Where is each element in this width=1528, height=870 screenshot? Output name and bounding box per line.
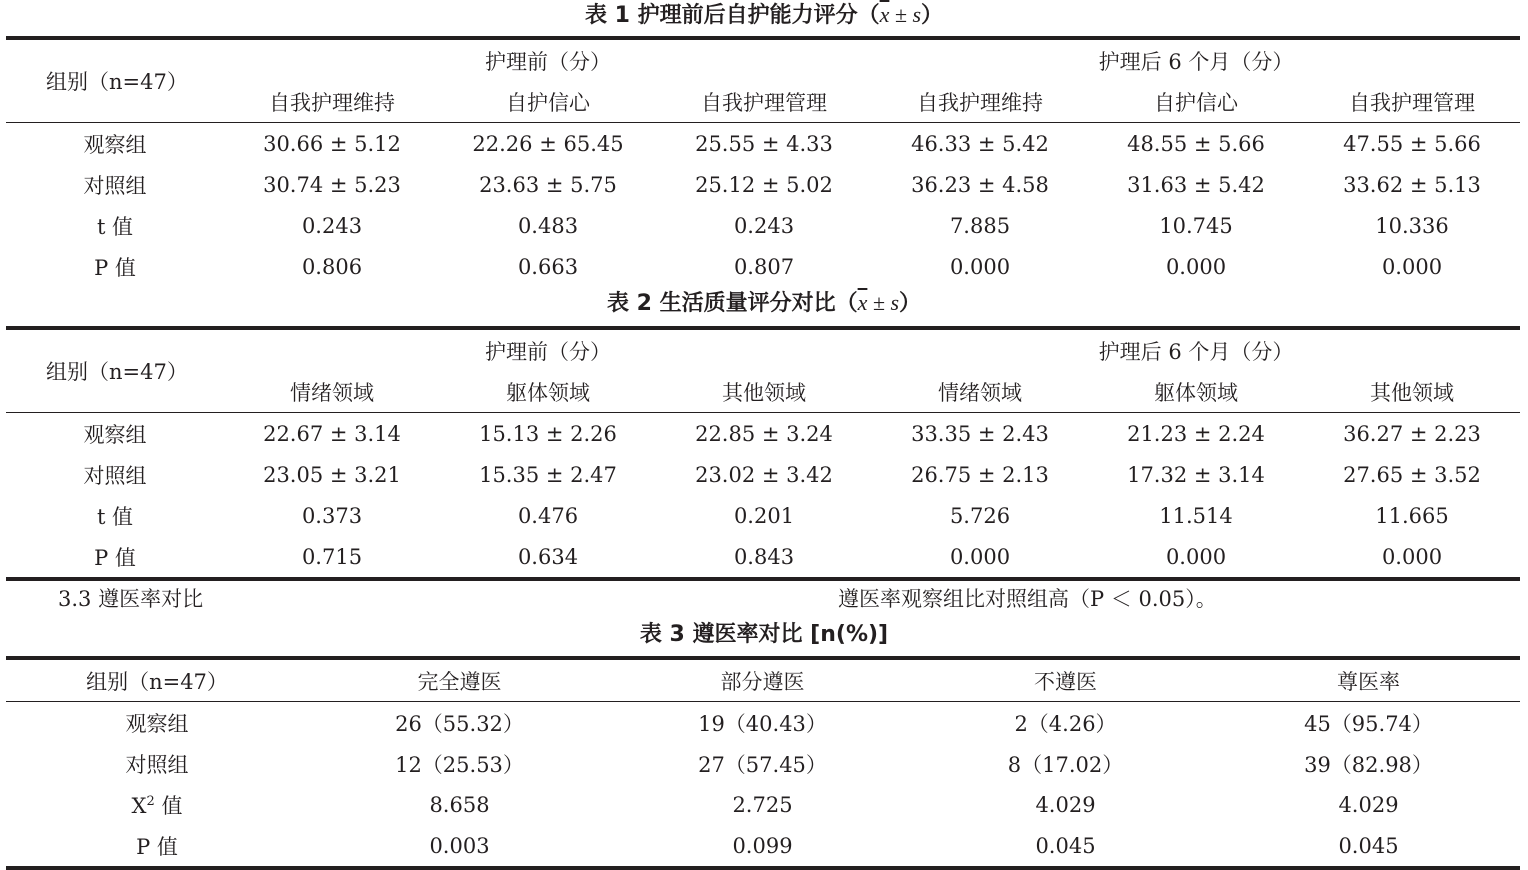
cell: 22.85 ± 3.24: [695, 421, 833, 446]
table1: [6, 36, 1520, 287]
table1-caption: [0, 0, 1528, 31]
cell: 23.02 ± 3.42: [695, 462, 833, 487]
chi-square-suffix: 值: [154, 793, 183, 818]
cell: 0.715: [224, 536, 440, 579]
cell: 19（40.43）: [698, 711, 827, 736]
cell: 25.12 ± 5.02: [695, 172, 833, 197]
table3-caption: 表 3 遵医率对比 [n(%)]: [639, 622, 889, 647]
cell: 0.000: [1165, 254, 1227, 279]
cell: 0.373: [301, 503, 363, 528]
table2-header-row-2: [6, 371, 1520, 413]
cell: 22.67 ± 3.14: [263, 421, 401, 446]
chi-square-label: X: [131, 793, 147, 818]
cell: 48.55 ± 5.66: [1127, 131, 1265, 156]
cell: 27（57.45）: [698, 752, 827, 777]
cell: 0.843: [656, 536, 872, 579]
cell: 33.35 ± 2.43: [911, 421, 1049, 446]
table2-caption: [0, 288, 1528, 319]
cell: 46.33 ± 5.42: [911, 131, 1049, 156]
cell: 0.000: [1304, 536, 1520, 579]
table2-caption-end: ）: [899, 291, 922, 316]
cell: 15.13 ± 2.26: [479, 421, 617, 446]
mean-sd-symbol: $\overline{x} \pm s$: [857, 290, 900, 315]
cell: 2（4.26）: [1014, 711, 1117, 736]
cell: 36.27 ± 2.23: [1343, 421, 1481, 446]
table-row: [6, 123, 1520, 165]
table1-subheader: 自我护理管理: [656, 81, 872, 123]
table1-subheader: 自我护理维持: [872, 81, 1088, 123]
table-row: [6, 536, 1520, 579]
cell: 39（82.98）: [1304, 752, 1433, 777]
cell: 17.32 ± 3.14: [1127, 462, 1265, 487]
table1-caption-text: 表 1 护理前后自护能力评分（: [584, 3, 880, 28]
table-row: [6, 413, 1520, 455]
cell: 0.807: [733, 254, 795, 279]
row-label: t 值: [96, 504, 134, 529]
cell: 0.000: [1088, 536, 1304, 579]
table1-caption-end: ）: [921, 3, 944, 28]
row-label: P 值: [6, 536, 224, 579]
cell: 0.806: [301, 254, 363, 279]
cell: 26.75 ± 2.13: [911, 462, 1049, 487]
row-label: P 值: [94, 255, 136, 280]
cell: 4.029: [1338, 792, 1399, 817]
cell: 22.26 ± 65.45: [472, 131, 624, 156]
cell: 8（17.02）: [1007, 752, 1124, 777]
cell: 36.23 ± 4.58: [911, 172, 1049, 197]
table2-pre-header: 护理前（分）: [485, 339, 611, 364]
cell: 23.05 ± 3.21: [263, 462, 401, 487]
table1-group-header: 组别（n=47）: [6, 38, 224, 123]
table1-subheader: 自护信心: [440, 81, 656, 123]
cell: 47.55 ± 5.66: [1343, 131, 1481, 156]
cell: 2.725: [732, 792, 793, 817]
row-label: 观察组: [125, 711, 189, 736]
table2-subheader: 其他领域: [1304, 371, 1520, 413]
cell: 21.23 ± 2.24: [1127, 421, 1265, 446]
chi-square-superscript: 2: [146, 793, 155, 809]
row-label: t 值: [96, 214, 134, 239]
cell: 10.336: [1375, 213, 1449, 238]
section-heading: 3.3 遵医率对比: [58, 587, 204, 611]
table1-header-row-1: [6, 38, 1520, 81]
cell: 8.658: [429, 792, 490, 817]
row-label: 对照组: [83, 463, 147, 488]
cell: 0.000: [872, 536, 1088, 579]
cell: 26（55.32）: [395, 711, 524, 736]
table1-subheader: 自护信心: [1088, 81, 1304, 123]
table2-post-header: 护理后 6 个月（分）: [1098, 339, 1294, 364]
cell: 0.099: [611, 825, 914, 868]
cell: 10.745: [1159, 213, 1233, 238]
table2: [6, 326, 1520, 581]
table2-header-row-1: [6, 328, 1520, 371]
cell: 0.476: [517, 503, 579, 528]
table2-subheader: 其他领域: [656, 371, 872, 413]
table1-pre-header: 护理前（分）: [485, 49, 611, 74]
cell: 31.63 ± 5.42: [1127, 172, 1265, 197]
cell: 0.663: [517, 254, 579, 279]
table-row: [6, 825, 1520, 868]
table2-subheader: 躯体领域: [440, 371, 656, 413]
cell: 45（95.74）: [1304, 711, 1433, 736]
table-row: [6, 205, 1520, 246]
cell: 0.000: [1381, 254, 1443, 279]
cell: 0.483: [517, 213, 579, 238]
cell: 0.243: [733, 213, 795, 238]
table-row: [6, 246, 1520, 287]
table-row: [6, 784, 1520, 825]
cell: 0.201: [733, 503, 795, 528]
table1-subheader: 自我护理管理: [1304, 81, 1520, 123]
row-label: 观察组: [83, 132, 147, 157]
table-row: [6, 454, 1520, 495]
row-label: P 值: [6, 825, 308, 868]
cell: 0.634: [440, 536, 656, 579]
row-label: 对照组: [83, 173, 147, 198]
cell: 15.35 ± 2.47: [479, 462, 617, 487]
table-row: [6, 164, 1520, 205]
cell: 0.003: [308, 825, 611, 868]
cell: 11.665: [1375, 503, 1449, 528]
table2-group-header: 组别（n=47）: [6, 328, 224, 413]
cell: 0.045: [914, 825, 1217, 868]
cell: 30.74 ± 5.23: [263, 172, 401, 197]
cell: 27.65 ± 3.52: [1343, 462, 1481, 487]
table-row: [6, 495, 1520, 536]
table3-header: 完全遵医: [308, 658, 611, 702]
table3-header-row: [6, 658, 1520, 702]
table3-header: 不遵医: [914, 658, 1217, 702]
table3-header: 部分遵医: [611, 658, 914, 702]
table1-post-header: 护理后 6 个月（分）: [1098, 49, 1294, 74]
cell: 33.62 ± 5.13: [1343, 172, 1481, 197]
cell: 0.045: [1217, 825, 1520, 868]
cell: 0.243: [301, 213, 363, 238]
mean-sd-symbol: $\overline{x} \pm s$: [879, 2, 922, 27]
section-text: 遵医率观察组比对照组高（P ＜ 0.05）。: [838, 587, 1217, 611]
table3: [6, 656, 1520, 870]
table2-subheader: 躯体领域: [1088, 371, 1304, 413]
cell: 12（25.53）: [395, 752, 524, 777]
cell: 5.726: [949, 503, 1011, 528]
table2-caption-text: 表 2 生活质量评分对比（: [606, 291, 858, 316]
table1-header-row-2: [6, 81, 1520, 123]
table2-subheader: 情绪领域: [224, 371, 440, 413]
table-row: [6, 702, 1520, 744]
table3-header: 组别（n=47）: [6, 658, 308, 702]
cell: 23.63 ± 5.75: [479, 172, 617, 197]
cell: 25.55 ± 4.33: [695, 131, 833, 156]
row-label: 对照组: [125, 752, 189, 777]
cell: 30.66 ± 5.12: [263, 131, 401, 156]
cell: 11.514: [1159, 503, 1233, 528]
cell: 7.885: [949, 213, 1011, 238]
cell: 0.000: [949, 254, 1011, 279]
cell: 4.029: [1035, 792, 1096, 817]
table1-subheader: 自我护理维持: [224, 81, 440, 123]
row-label: [6, 784, 308, 825]
table3-header: 尊医率: [1217, 658, 1520, 702]
table-row: [6, 743, 1520, 784]
table2-subheader: 情绪领域: [872, 371, 1088, 413]
row-label: 观察组: [83, 422, 147, 447]
